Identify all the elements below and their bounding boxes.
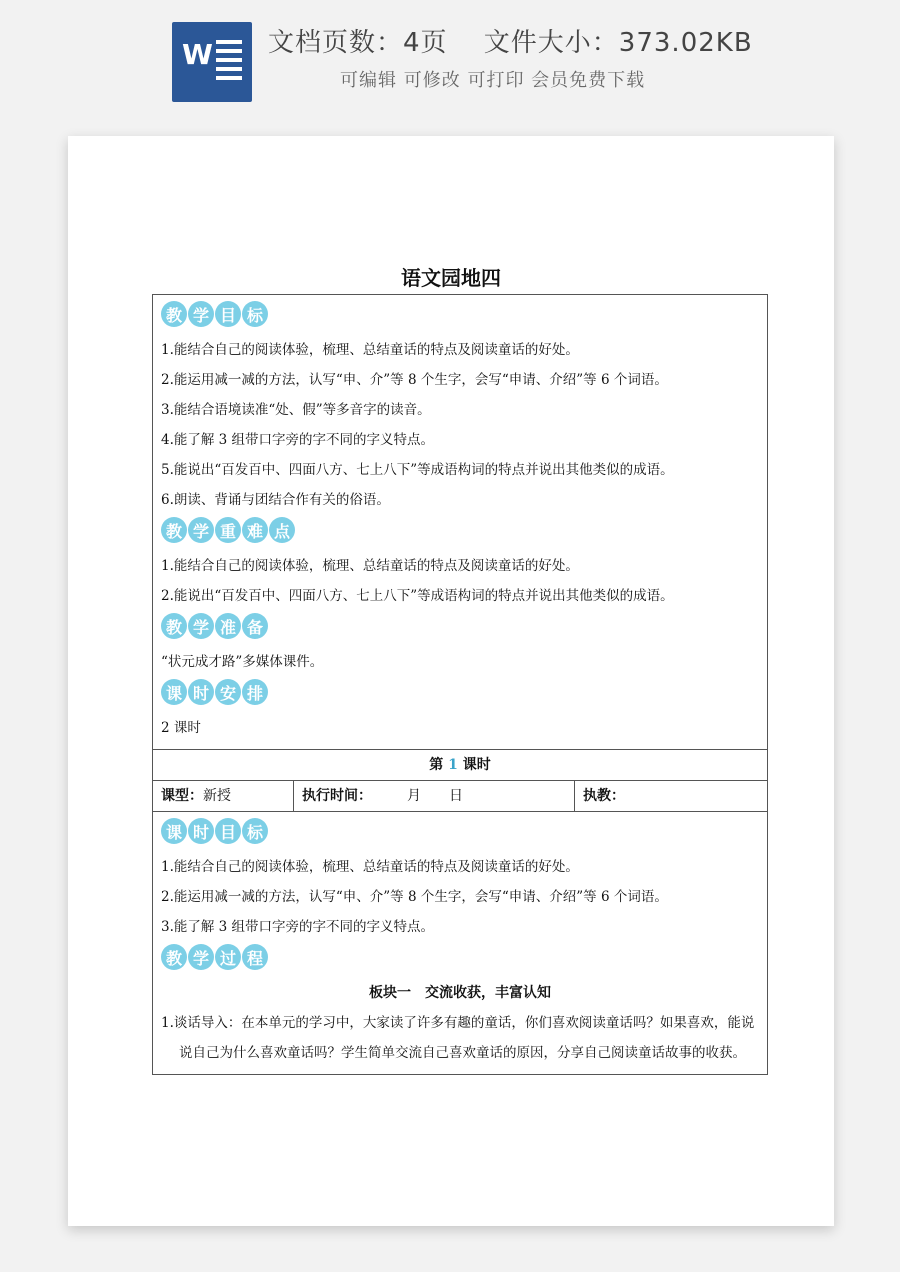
list-item: 6.朗读、背诵与团结合作有关的俗语。 — [161, 492, 390, 508]
list-item: “状元成才路”多媒体课件。 — [161, 654, 324, 670]
lesson-type-value: 新授 — [203, 788, 231, 804]
teaching-prep-list — [161, 647, 759, 677]
badge-char: 课 — [161, 818, 187, 844]
badge-char: 标 — [242, 818, 268, 844]
lesson-plan-table — [152, 294, 768, 1075]
process-paragraph: 1.谈话导入：在本单元的学习中，大家读了许多有趣的童话，你们喜欢阅读童话吗？如果喜欢，能说说自己为什么喜欢童话吗？学生简单交流自己喜欢童话的原因，分享自己阅读童话故事的收获。 — [161, 1015, 755, 1061]
lesson-number: 1 — [448, 757, 458, 773]
lesson-time-label: 执行时间： — [302, 788, 365, 804]
badge-char: 教 — [161, 613, 187, 639]
list-item: 4.能了解 3 组带口字旁的字不同的字义特点。 — [161, 432, 435, 448]
badge-char: 过 — [215, 944, 241, 970]
badge-char: 学 — [188, 301, 214, 327]
badge-char: 安 — [215, 679, 241, 705]
badge-teaching-process — [161, 944, 759, 970]
word-logo-letter: W — [182, 38, 213, 71]
block-one-title: 板块一 交流收获，丰富认知 — [369, 985, 551, 1001]
badge-char: 课 — [161, 679, 187, 705]
lesson-teacher-cell — [575, 781, 767, 811]
lesson-type-cell — [153, 781, 294, 811]
word-logo-lines — [216, 40, 242, 85]
list-item: 3.能结合语境读准“处、假”等多音字的读音。 — [161, 402, 431, 418]
list-item: 2.能运用减一减的方法，认写“申、介”等 8 个生字，会写“申请、介绍”等 6 个词语。 — [161, 889, 668, 905]
key-points-list — [161, 551, 759, 611]
list-item: 1.能结合自己的阅读体验，梳理、总结童话的特点及阅读童话的好处。 — [161, 859, 579, 875]
lesson-suffix: 课时 — [462, 757, 491, 773]
document-page — [68, 136, 834, 1226]
badge-key-points — [161, 517, 759, 543]
document-title: 语文园地四 — [401, 266, 501, 290]
lesson-prefix: 第 — [429, 757, 444, 773]
lesson-number-row — [153, 749, 767, 780]
badge-char: 目 — [215, 818, 241, 844]
list-item: 5.能说出“百发百中、四面八方、七上八下”等成语构词的特点并说出其他类似的成语。 — [161, 462, 674, 478]
lesson-meta-row — [153, 780, 767, 811]
file-info-title: 文档页数：4页 文件大小：373.02KB — [268, 28, 753, 58]
badge-char: 备 — [242, 613, 268, 639]
badge-char: 准 — [215, 613, 241, 639]
badge-char: 学 — [188, 613, 214, 639]
badge-char: 学 — [188, 517, 214, 543]
badge-teaching-goals — [161, 301, 759, 327]
teaching-goals-list — [161, 335, 759, 515]
badge-char: 教 — [161, 944, 187, 970]
list-item: 3.能了解 3 组带口字旁的字不同的字义特点。 — [161, 919, 435, 935]
schedule-list — [161, 713, 759, 743]
badge-char: 排 — [242, 679, 268, 705]
badge-char: 重 — [215, 517, 241, 543]
badge-char: 点 — [269, 517, 295, 543]
badge-schedule — [161, 679, 759, 705]
badge-char: 时 — [188, 679, 214, 705]
list-item: 2.能运用减一减的方法，认写“申、介”等 8 个生字，会写“申请、介绍”等 6 个词语。 — [161, 372, 668, 388]
lesson-time-cell — [294, 781, 575, 811]
list-item: 2.能说出“百发百中、四面八方、七上八下”等成语构词的特点并说出其他类似的成语。 — [161, 588, 674, 604]
badge-lesson-goals — [161, 818, 759, 844]
lesson-detail-section — [153, 811, 767, 1074]
badge-char: 学 — [188, 944, 214, 970]
list-item: 1.能结合自己的阅读体验，梳理、总结童话的特点及阅读童话的好处。 — [161, 558, 579, 574]
lesson-goals-list — [161, 852, 759, 942]
lesson-time-value: 月 日 — [407, 788, 463, 804]
badge-char: 标 — [242, 301, 268, 327]
badge-char: 目 — [215, 301, 241, 327]
list-item: 2 课时 — [161, 720, 201, 736]
badge-char: 教 — [161, 301, 187, 327]
badge-char: 难 — [242, 517, 268, 543]
file-info-subtitle: 可编辑 可修改 可打印 会员免费下载 — [340, 70, 646, 91]
list-item: 1.能结合自己的阅读体验，梳理、总结童话的特点及阅读童话的好处。 — [161, 342, 579, 358]
badge-char: 教 — [161, 517, 187, 543]
lesson-teacher-label: 执教： — [583, 788, 625, 804]
word-document-icon — [172, 22, 252, 102]
badge-char: 程 — [242, 944, 268, 970]
badge-char: 时 — [188, 818, 214, 844]
badge-teaching-prep — [161, 613, 759, 639]
lesson-type-label: 课型： — [161, 788, 203, 804]
overview-section — [153, 295, 767, 749]
